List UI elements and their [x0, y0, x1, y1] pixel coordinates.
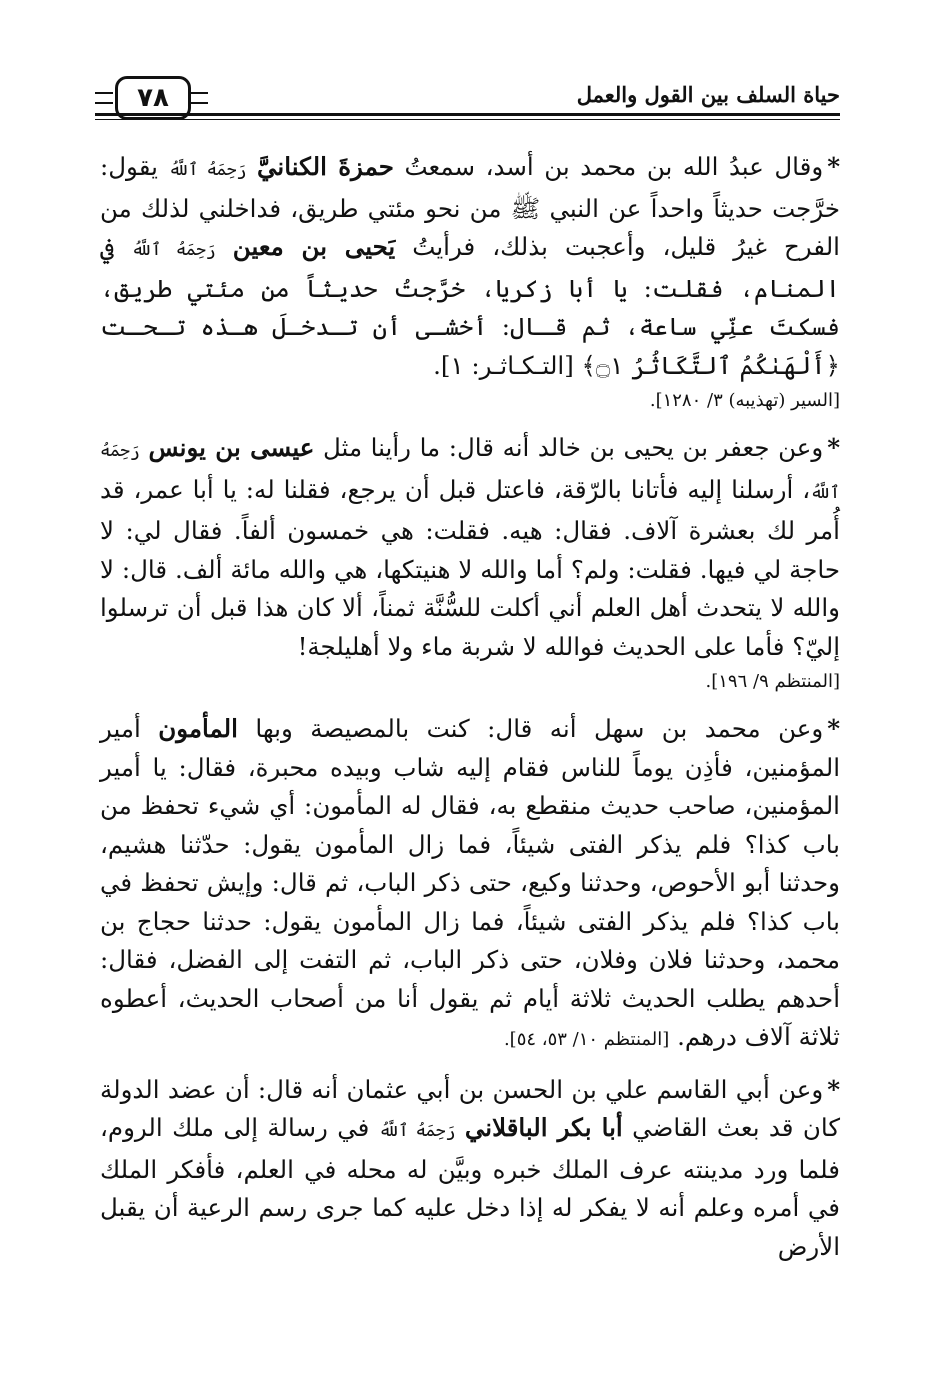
citation: [المنتظم ٩/ ١٩٦].: [705, 671, 840, 692]
narrator-name: يَحيى بن معين: [232, 232, 396, 261]
narrator-name: أبا بكر الباقلاني: [464, 1113, 623, 1142]
page-number: ٧٨: [115, 76, 191, 120]
running-title: حياة السلف بين القول والعمل: [576, 82, 840, 107]
text: في رسالة إلى ملك الروم، فلما ورد مدينته عرف الملك خبره وبيَّن له محله في العلم، فأفكر الملك في أمره وعلم أنه لا يفكر له إذا دخل عليه كما جرى رسم الرعية أن يقبل الأرض: [100, 1113, 840, 1261]
text: وقال عبدُ الله بن محمد بن أسد، سمعتُ: [393, 152, 824, 181]
narrator-name: عيسى بن يونس: [148, 433, 315, 462]
text: يقول: خرَّجت حديثاً واحداً عن النبي ﷺ من نحو مئتي طريق، فداخلني لذلك من الفرح غيرُ قليل، وأعجبت بذلك، فرأيتُ: [100, 152, 840, 261]
page-body: [100, 148, 840, 1280]
narrator-name: المأمون: [158, 714, 238, 743]
header-rule-thin: [95, 119, 840, 120]
paragraph-2: [100, 429, 840, 696]
honorific: رَحِمَهُ ٱللَّهُ: [378, 1121, 456, 1141]
text: وعن أبي القاسم علي بن الحسن بن أبي عثمان أنه قال: أن عضد الدولة كان قد بعث القاضي: [100, 1074, 840, 1142]
paragraph-4: [100, 1071, 840, 1267]
page-header: [95, 72, 840, 130]
bullet-star-icon: *: [827, 714, 840, 743]
paragraph-3: [100, 710, 840, 1057]
honorific: رَحِمَهُ ٱللَّهُ: [131, 240, 216, 260]
bullet-star-icon: *: [827, 152, 841, 181]
ornament-right-icon: [190, 92, 208, 104]
honorific: رَحِمَهُ ٱللَّهُ: [100, 441, 840, 503]
text: أمير المؤمنين، فأذِن يوماً للناس فقام إليه شاب وبيده محبرة، فقال: يا أمير المؤمنين، صاحب حديث منقطع به، فقال له المأمون: أي شيء تحفظ من باب كذا؟ فلم يذكر الفتى شيئاً، فما زال المأمون يقول: حدّثنا هشيم، وحدثنا أبو الأحوص، وحدثنا وكيع، حتى ذكر الباب، ثم قال: وإيش تحفظ في باب كذا؟ فلم يذكر الفتى شيئاً، فما زال المأمون يقول: حدثنا حجاج بن محمد، وحدثنا فلان وفلان، حتى ذكر الباب، ثم التفت إلى الفضل، فقال: أحدهم يطلب الحديث ثلاثة أيام ثم يقول أنا من أصحاب الحديث، أعطوه ثلاثة آلاف درهم.: [100, 714, 840, 1051]
bullet-star-icon: *: [827, 433, 840, 462]
text: وعن محمد بن سهل أنه قال: كنت بالمصيصة وبها: [237, 714, 824, 743]
ornament-left-icon: [95, 92, 113, 104]
text: ، أرسلنا إليه فأتانا بالرّقة، فاعتل قبل أن يرجع، فقلنا له: يا أبا عمر، قد أُمر لك بعشرة آلاف. فقال: هيه. فقلت: هي خمسون ألفاً. فقال لي: لا حاجة لي فيها. فقلت: ولم؟ أما والله لا هنيتكها، هي والله مائة ألف. قال: لا والله لا يتحدث أهل العلم أني أكلت للسُّنَّة ثمناً، ألا كان هذا قبل أن ترسلوا إليّ؟ فأما على الحديث فوالله لا شربة ماء ولا أهليلجة!: [100, 474, 840, 661]
citation: [المنتظم ١٠/ ٥٣، ٥٤].: [503, 1029, 670, 1050]
text: وعن جعفر بن يحيى بن خالد أنه قال: ما رأينا مثل: [314, 433, 824, 462]
honorific: رَحِمَهُ ٱللَّهُ: [168, 160, 247, 180]
citation: [السير (تهذيبه) ٣/ ١٢٨٠].: [649, 390, 840, 411]
bullet-star-icon: *: [827, 1074, 840, 1104]
header-rule: [95, 113, 840, 116]
narrator-name: حمزةَ الكنانيَّ: [257, 152, 394, 181]
paragraph-1: [100, 148, 840, 415]
text: في المنام، فقلت: يا أبا زكريا، خرَّجتُ حديثاً من مئتي طريق، فسكتَ عنِّي ساعة، ثم قـال: أخشـى أن تـدخـلَ هـذه تـحـت ﴿أَلْهَىٰكُمُ ٱلتَّكَاثُرُ ۝١﴾ [التـكـاثـر: ١].: [100, 232, 840, 380]
